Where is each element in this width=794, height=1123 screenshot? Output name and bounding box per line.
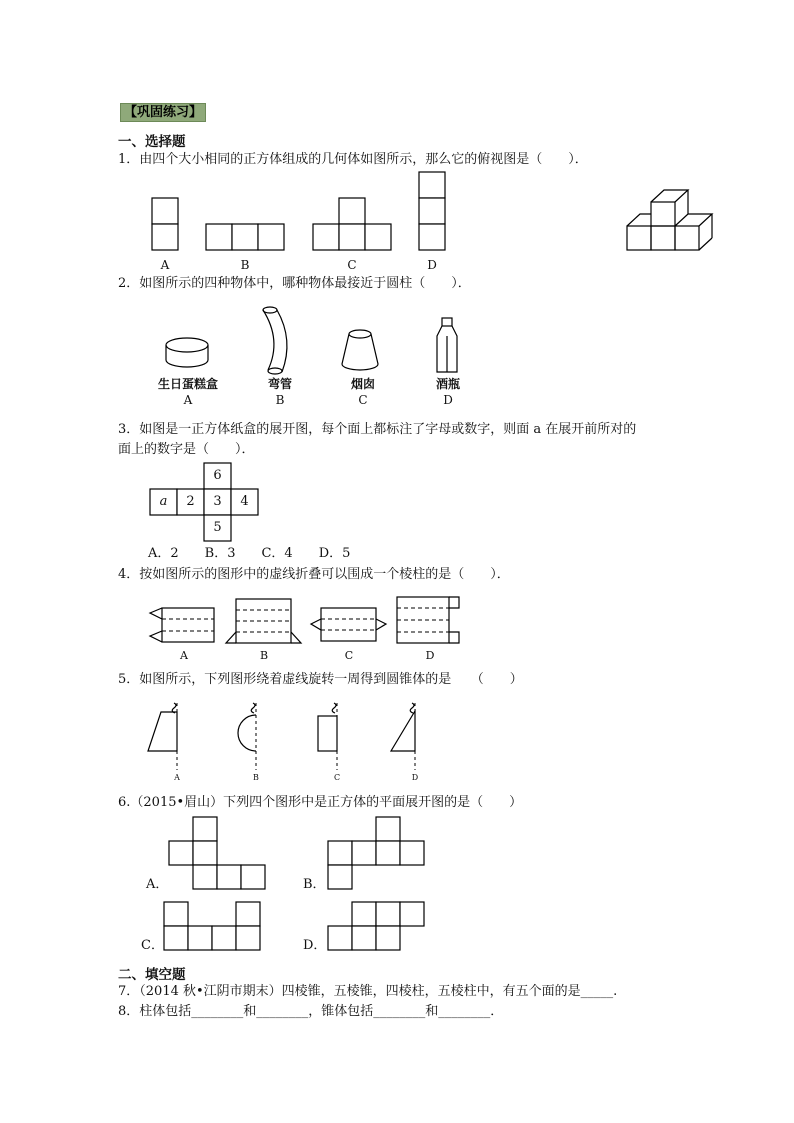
q6-label-d: D． — [303, 938, 327, 953]
q2-item-d-name: 酒瓶 — [435, 377, 460, 391]
q5-label-a: A — [174, 773, 180, 782]
q3-cell-6: 6 — [213, 468, 222, 483]
section-tag: 【巩固练习】 — [120, 101, 206, 120]
q3-cell-5: 5 — [213, 520, 222, 535]
q2-item-b-name: 弯管 — [267, 377, 292, 391]
q1-text: 1．由四个大小相同的正方体组成的几何体如图所示，那么它的俯视图是（ ）． — [118, 152, 588, 167]
q2-item-c-letter: C — [358, 393, 368, 407]
q6-option-a-figure — [169, 817, 265, 889]
q6-label-a: A． — [146, 877, 169, 892]
q4-label-c: C — [344, 649, 354, 662]
q6-label-b: B． — [303, 877, 326, 892]
q1-label-d: D — [427, 258, 437, 272]
q4-label-d: D — [425, 649, 435, 662]
q1-label-a: A — [160, 258, 170, 272]
q4-text: 4．按如图所示的图形中的虚线折叠可以围成一个棱柱的是（ ）． — [118, 567, 510, 582]
q6-option-c-figure — [164, 902, 260, 950]
q6-option-b-figure — [328, 817, 424, 889]
q4-label-b: B — [259, 649, 269, 662]
q2-item-b-letter: B — [275, 393, 285, 407]
q2-item-c-name: 烟囱 — [350, 377, 375, 391]
q2-text: 2．如图所示的四种物体中，哪种物体最接近于圆柱（ ）． — [118, 276, 471, 291]
q2-item-a-letter: A — [183, 393, 193, 407]
q5-label-c: C — [333, 773, 341, 782]
q6-label-c: C． — [141, 938, 164, 953]
q3-cell-3: 3 — [213, 494, 222, 509]
q2-item-d-letter: D — [443, 393, 453, 407]
q3-cell-a: a — [159, 494, 168, 509]
q4-label-a: A — [180, 649, 188, 662]
q1-label-c: C — [347, 258, 357, 272]
q3-cell-2: 2 — [186, 494, 195, 509]
q3-text-line2: 面上的数字是（ ）． — [118, 442, 255, 457]
part2-heading: 二、填空题 — [118, 967, 186, 983]
q6-text: 6.（2015•眉山）下列四个图形中是正方体的平面展开图的是（ ） — [118, 795, 523, 810]
q3-choices: A．2 B．3 C．4 D．5 — [148, 546, 351, 561]
q3-cell-4: 4 — [240, 494, 249, 509]
q5-label-b: B — [253, 773, 259, 782]
part1-heading: 一、选择题 — [118, 134, 186, 150]
q7-text: 7．（2014 秋•江阴市期末）四棱锥，五棱锥，四棱柱，五棱柱中，有五个面的是_____. — [118, 984, 618, 999]
q5-text: 5．如图所示，下列图形绕着虚线旋转一周得到圆锥体的是 （ ） — [118, 672, 523, 687]
q5-label-d: D — [411, 773, 419, 782]
q1-label-b: B — [240, 258, 250, 272]
q8-text: 8．柱体包括________和________，锥体包括________和________． — [118, 1004, 504, 1019]
q6-option-d-figure — [328, 902, 424, 950]
q3-text-line1: 3．如图是一正方体纸盒的展开图，每个面上都标注了字母或数字，则面 a 在展开前所对的 — [118, 422, 637, 437]
q2-item-a-name: 生日蛋糕盒 — [157, 377, 218, 391]
